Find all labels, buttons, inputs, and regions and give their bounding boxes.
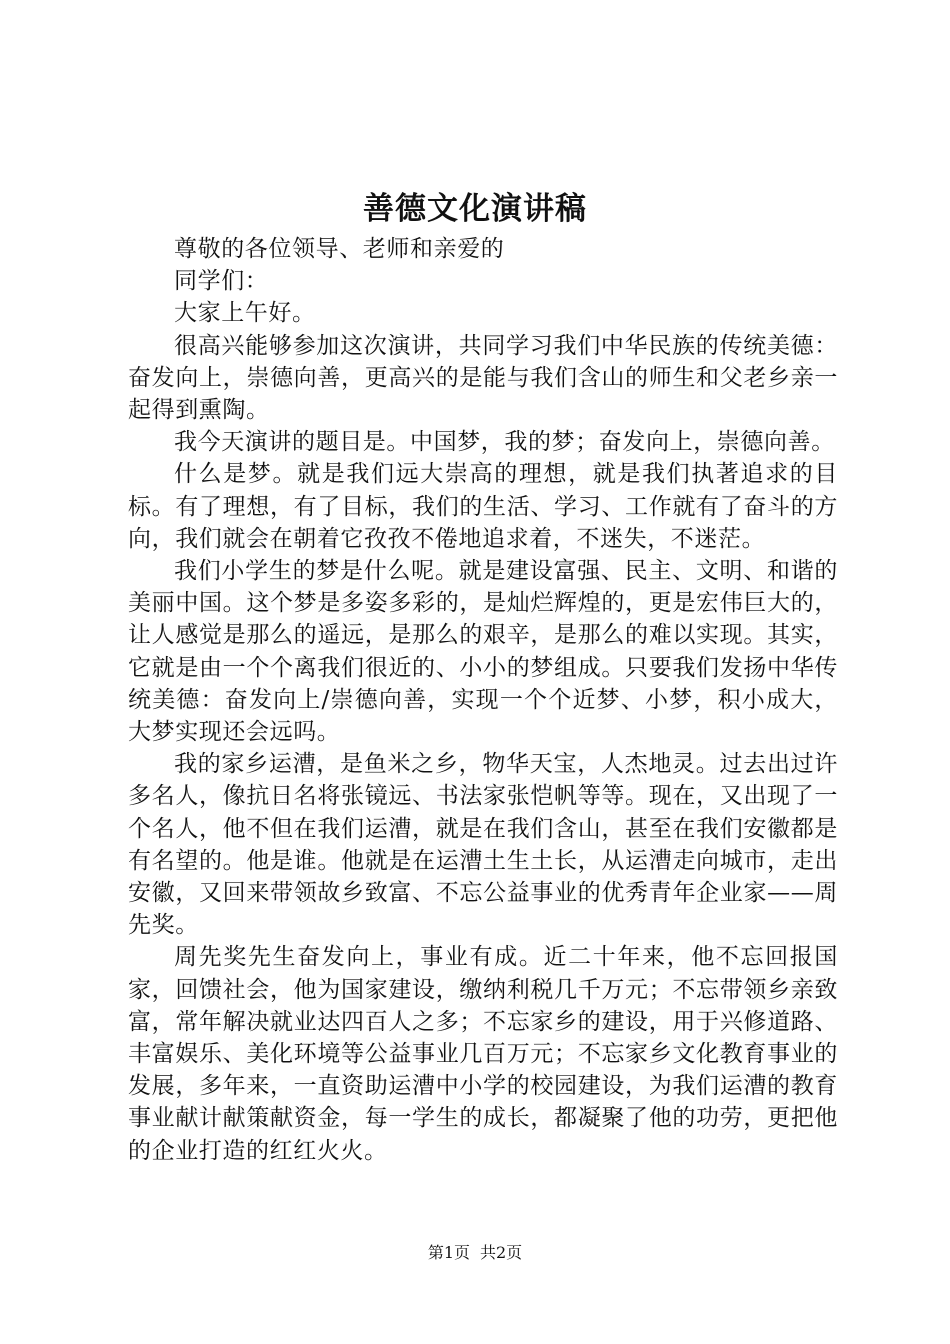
paragraph: 什么是梦。就是我们远大崇高的理想，就是我们执著追求的目标。有了理想，有了目标，我们的生活、学习、工作就有了奋斗的方向，我们就会在朝着它孜孜不倦地追求着，不迷失，不迷茫。	[128, 461, 838, 552]
page-number-total: 共2页	[480, 1243, 523, 1262]
page-number-current: 第1页	[427, 1243, 470, 1262]
page-footer	[0, 1241, 950, 1265]
paragraph: 很高兴能够参加这次演讲，共同学习我们中华民族的传统美德：奋发向上，崇德向善，更高兴的是能与我们含山的师生和父老乡亲一起得到熏陶。	[128, 332, 838, 424]
paragraph-greeting: 大家上午好。	[174, 300, 316, 327]
paragraph: 我的家乡运漕，是鱼米之乡，物华天宝，人杰地灵。过去出过许多名人，像抗日名将张镜远、书法家张恺帆等等。现在，又出现了一个名人，他不但在我们运漕，就是在我们含山，甚至在我们安徽都是有名望的。他是谁。他就是在运漕土生土长，从运漕走向城市，走出安徽，又回来带领故乡致富、不忘公益事业的优秀青年企业家——周先奖。	[128, 751, 838, 939]
paragraph: 我今天演讲的题目是。中国梦，我的梦；奋发向上，崇德向善。	[174, 429, 835, 456]
paragraph: 周先奖先生奋发向上，事业有成。近二十年来，他不忘回报国家，回馈社会，他为国家建设，缴纳利税几千万元；不忘带领乡亲致富，常年解决就业达四百人之多；不忘家乡的建设，用于兴修道路、丰富娱乐、美化环境等公益事业几百万元；不忘家乡文化教育事业的发展，多年来，一直资助运漕中小学的校园建设，为我们运漕的教育事业献计献策献资金，每一学生的成长，都凝聚了他的功劳，更把他的企业打造的红红火火。	[128, 944, 838, 1164]
document-body	[128, 233, 838, 1167]
paragraph-salutation-continued: 同学们：	[174, 268, 269, 295]
paragraph: 我们小学生的梦是什么呢。就是建设富强、民主、文明、和谐的美丽中国。这个梦是多姿多彩的，是灿烂辉煌的，更是宏伟巨大的，让人感觉是那么的遥远，是那么的艰辛，是那么的难以实现。其实，它就是由一个个离我们很近的、小小的梦组成。只要我们发扬中华传统美德：奋发向上/崇德向善，实现一个个近梦、小梦，积小成大，大梦实现还会远吗。	[128, 558, 838, 746]
paragraph-salutation: 尊敬的各位领导、老师和亲爱的	[174, 236, 505, 262]
document-title: 善德文化演讲稿	[363, 191, 587, 227]
